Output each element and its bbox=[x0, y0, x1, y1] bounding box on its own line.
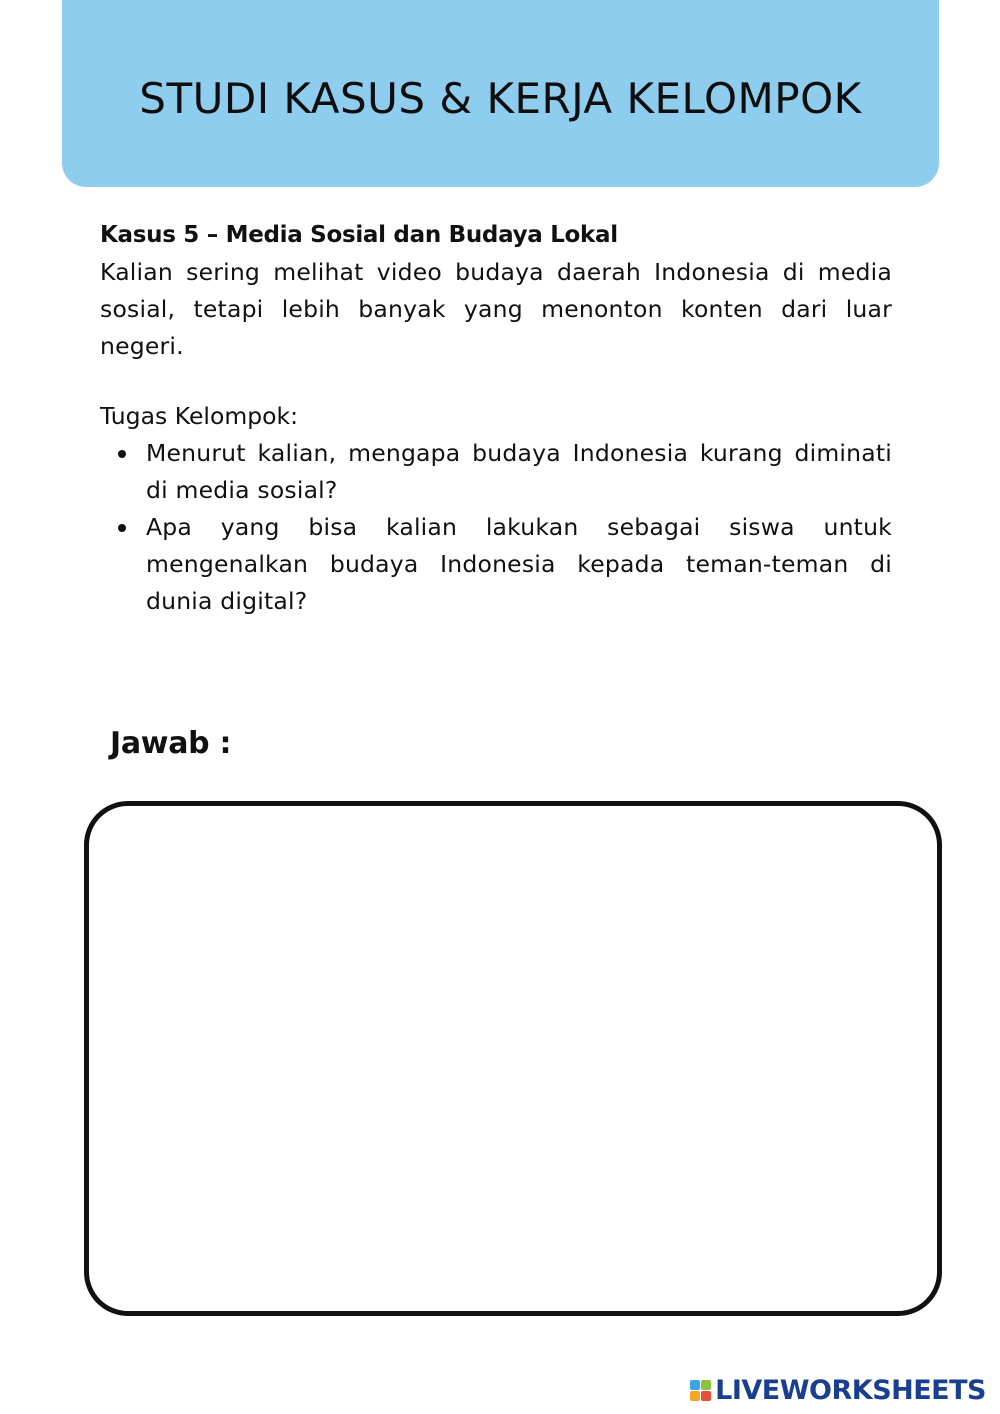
logo-square bbox=[690, 1380, 700, 1390]
case-description: Kalian sering melihat video budaya daerah Indonesia di media sosial, tetapi lebih banyak yang menonton konten dari luar negeri. bbox=[100, 258, 892, 360]
logo-square bbox=[690, 1391, 700, 1401]
answer-label: Jawab : bbox=[110, 726, 232, 761]
case-block bbox=[100, 216, 892, 365]
task-text: Menurut kalian, mengapa budaya Indonesia kurang diminati di media sosial? bbox=[146, 439, 892, 504]
header-banner bbox=[62, 0, 939, 187]
logo-text: LIVEWORKSHEETS bbox=[715, 1375, 986, 1406]
task-label: Tugas Kelompok: bbox=[100, 402, 299, 430]
task-text: Apa yang bisa kalian lakukan sebagai siswa untuk mengenalkan budaya Indonesia kepada teman-teman di dunia digital? bbox=[146, 513, 892, 615]
logo-grid-icon bbox=[690, 1380, 711, 1401]
logo-square bbox=[701, 1391, 711, 1401]
logo-square bbox=[701, 1380, 711, 1390]
list-item bbox=[100, 509, 892, 620]
liveworksheets-logo[interactable] bbox=[690, 1375, 986, 1406]
list-item bbox=[100, 435, 892, 509]
task-list bbox=[100, 435, 892, 620]
bullet-icon bbox=[118, 524, 126, 532]
bullet-icon bbox=[118, 450, 126, 458]
page-title: STUDI KASUS & KERJA KELOMPOK bbox=[139, 74, 862, 123]
answer-box[interactable] bbox=[84, 801, 942, 1316]
case-title: Kasus 5 – Media Sosial dan Budaya Lokal bbox=[100, 222, 618, 248]
